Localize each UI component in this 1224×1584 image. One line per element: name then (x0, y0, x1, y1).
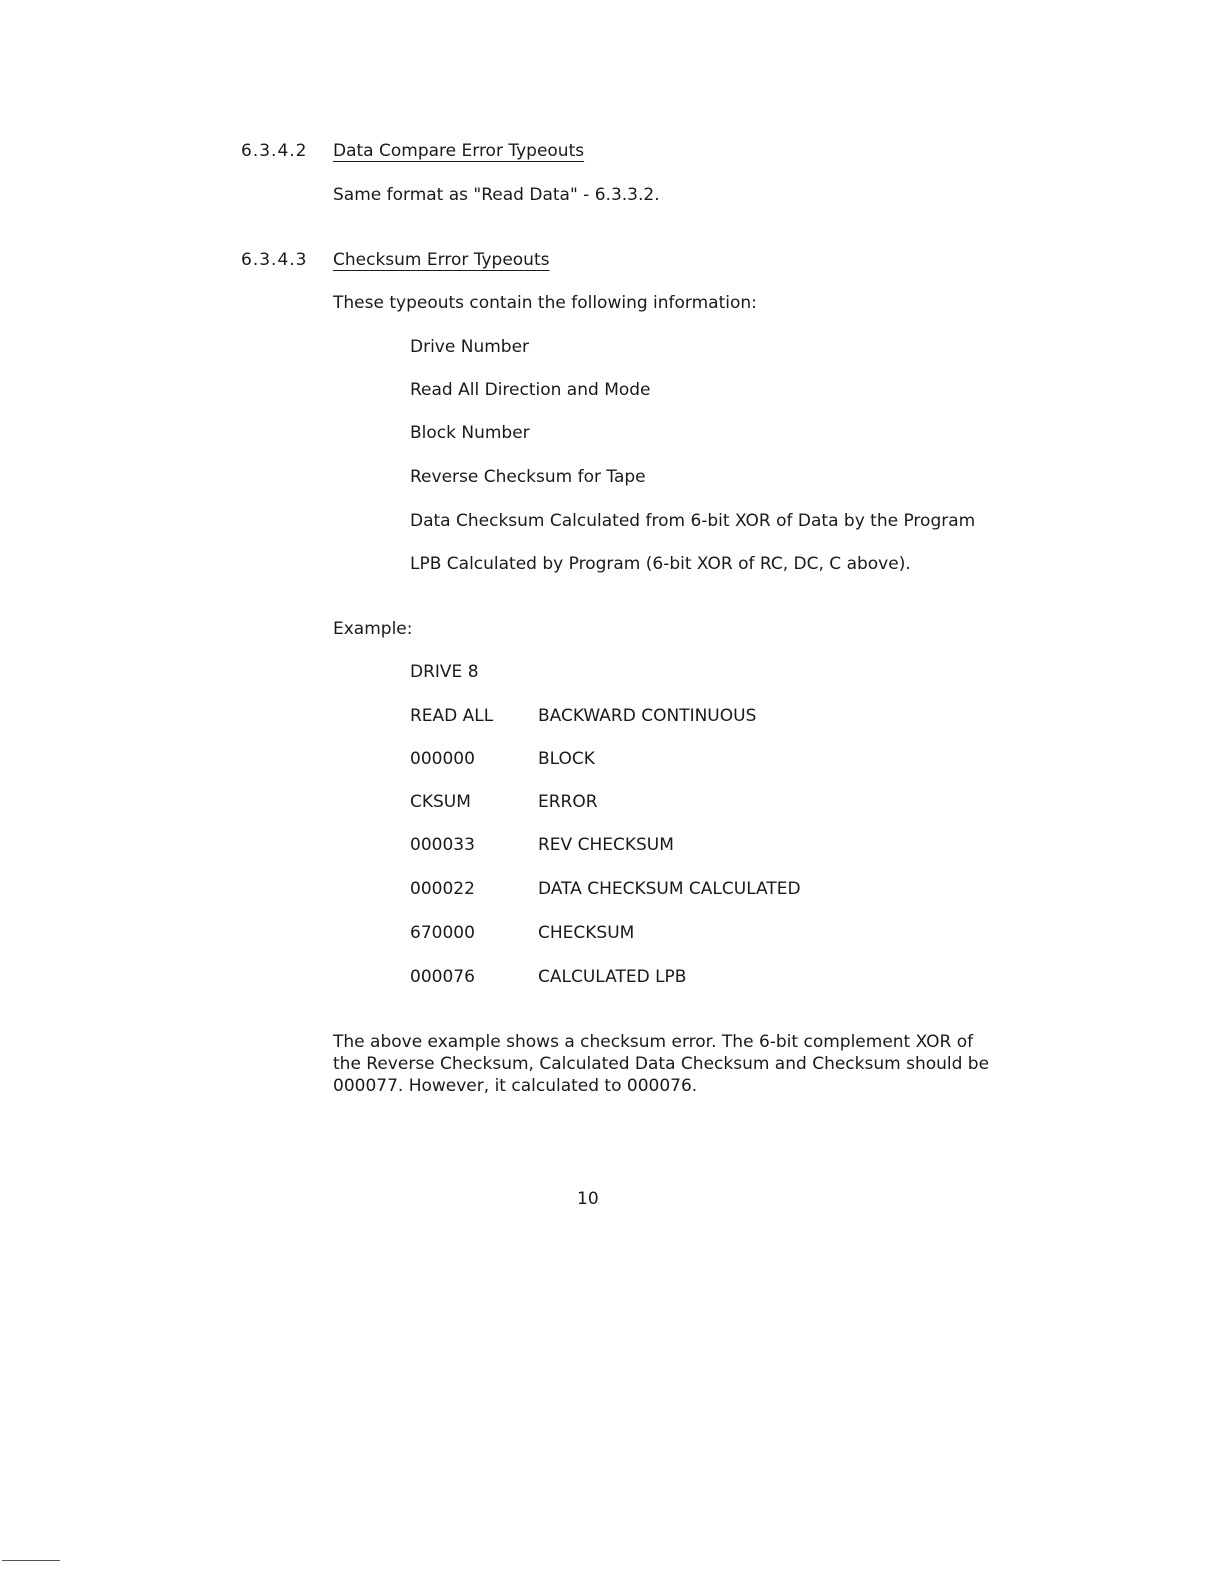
paragraph-line: 000077. However, it calculated to 000076. (333, 1076, 698, 1096)
example-row-left: READ ALL (410, 706, 494, 726)
example-row-right: REV CHECKSUM (538, 835, 674, 855)
section-number: 6.3.4.2 (241, 141, 308, 161)
example-row-right: CHECKSUM (538, 923, 635, 943)
example-row-right: ERROR (538, 792, 598, 812)
example-row-left: 000076 (410, 967, 475, 987)
closing-paragraph (333, 1031, 990, 1097)
page-number: 10 (577, 1189, 599, 1209)
example-row-right: BLOCK (538, 749, 595, 769)
section-heading: Data Compare Error Typeouts (333, 141, 585, 161)
footer-rule (2, 1560, 60, 1561)
example-row-right: CALCULATED LPB (538, 967, 687, 987)
example-row-left: 000033 (410, 835, 475, 855)
info-list-item: LPB Calculated by Program (6-bit XOR of RC, DC, C above). (410, 554, 911, 574)
example-row-left: CKSUM (410, 792, 471, 812)
paragraph-line: the Reverse Checksum, Calculated Data Checksum and Checksum should be (333, 1054, 990, 1074)
info-list-item: Data Checksum Calculated from 6-bit XOR of Data by the Program (410, 511, 976, 531)
section-heading: Checksum Error Typeouts (333, 250, 550, 270)
example-label: Example: (333, 619, 413, 639)
paragraph-line: The above example shows a checksum error. The 6-bit complement XOR of (333, 1032, 974, 1052)
example-row-left: 000022 (410, 879, 475, 899)
example-row-right: BACKWARD CONTINUOUS (538, 706, 757, 726)
example-row-right: DATA CHECKSUM CALCULATED (538, 879, 801, 899)
section-intro: These typeouts contain the following information: (333, 293, 757, 313)
info-list-item: Read All Direction and Mode (410, 380, 651, 400)
section-number: 6.3.4.3 (241, 250, 308, 270)
info-list-item: Drive Number (410, 337, 530, 357)
example-row-left: 670000 (410, 923, 475, 943)
info-list-item: Reverse Checksum for Tape (410, 467, 646, 487)
section-body: Same format as "Read Data" - 6.3.3.2. (333, 185, 660, 205)
info-list-item: Block Number (410, 423, 530, 443)
example-row-left: 000000 (410, 749, 475, 769)
example-header: DRIVE 8 (410, 662, 479, 682)
